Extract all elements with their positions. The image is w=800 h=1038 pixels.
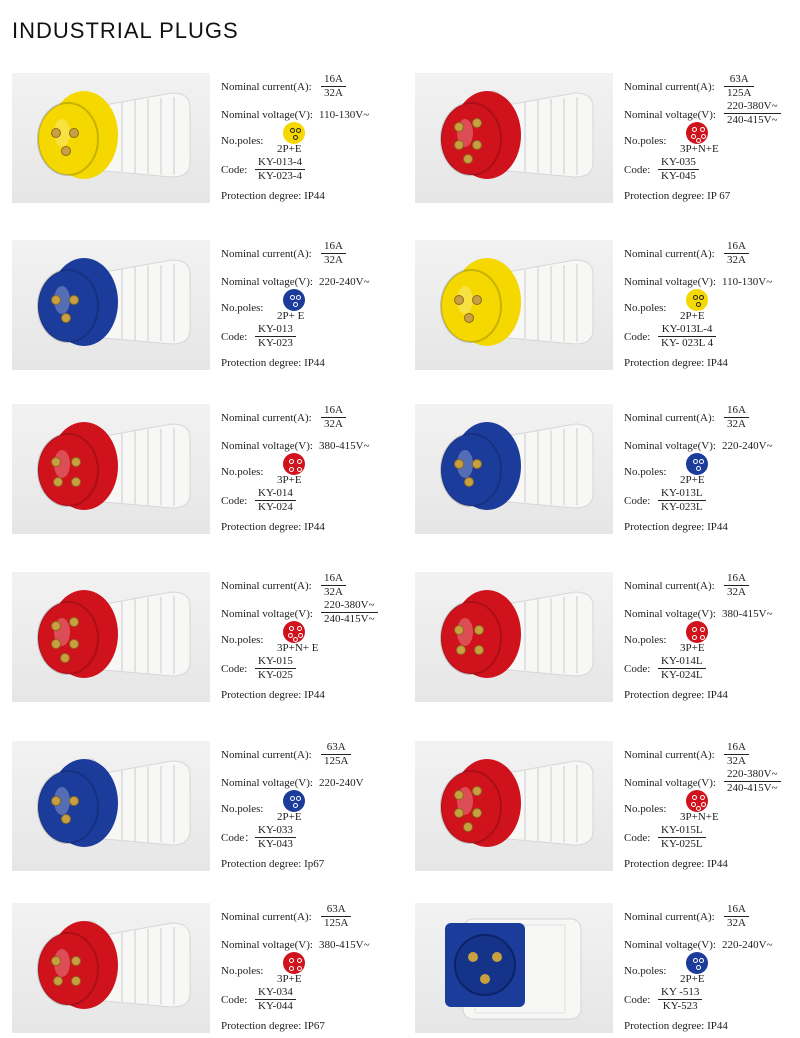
- poles-label: No.poles:: [624, 302, 667, 314]
- code-value-2: KY-023: [258, 337, 293, 349]
- nominal-current-label: Nominal current(A):: [221, 81, 312, 93]
- nominal-voltage-label: Nominal voltage(V):: [624, 777, 716, 789]
- nominal-current-label: Nominal current(A):: [221, 911, 312, 923]
- nominal-current-label: Nominal current(A):: [624, 749, 715, 761]
- code-label: Code:: [221, 331, 248, 343]
- code-value-2: KY-024: [258, 501, 293, 513]
- nominal-current-values: [724, 573, 749, 598]
- pole-diagram-icon: [686, 453, 708, 475]
- poles-value: 3P+N+E: [680, 143, 719, 155]
- current-value-1: 63A: [321, 742, 351, 755]
- nominal-voltage-label: Nominal voltage(V):: [624, 440, 716, 452]
- pole-diagram-icon: [283, 453, 305, 475]
- nominal-voltage-label: Nominal voltage(V):: [624, 939, 716, 951]
- nominal-current-label: Nominal current(A):: [221, 248, 312, 260]
- pole-diagram-icon: [283, 952, 305, 974]
- code-value-1: KY-013L: [658, 488, 706, 501]
- current-value-1: 16A: [724, 241, 749, 254]
- nominal-voltage-values: [724, 769, 781, 794]
- product-photo: [12, 73, 210, 203]
- product-photo: [415, 240, 613, 370]
- product-card: [12, 73, 402, 208]
- voltage-value-2: 240-415V~: [324, 613, 375, 625]
- nominal-current-values: [724, 405, 749, 430]
- product-photo: [12, 240, 210, 370]
- pole-diagram-icon: [686, 790, 708, 812]
- code-values: [658, 656, 706, 681]
- pole-diagram-icon: [686, 952, 708, 974]
- protection-degree: Protection degree: IP44: [624, 858, 728, 870]
- poles-value: 2P+ E: [277, 310, 305, 322]
- code-value-1: KY-013L-4: [658, 324, 716, 337]
- yellow-3pin-plug-icon: [12, 73, 210, 203]
- code-value-1: KY-014: [255, 488, 296, 501]
- nominal-voltage-values: [321, 600, 378, 625]
- product-card: [12, 240, 402, 375]
- protection-degree: Protection degree: IP44: [221, 521, 325, 533]
- poles-label: No.poles:: [221, 302, 264, 314]
- poles-value: 2P+E: [680, 310, 705, 322]
- protection-degree: Protection degree: IP44: [624, 357, 728, 369]
- protection-degree: Protection degree: IP44: [221, 357, 325, 369]
- poles-value: 2P+E: [680, 973, 705, 985]
- code-value-1: KY-015: [255, 656, 296, 669]
- protection-degree: Protection degree: IP44: [221, 689, 325, 701]
- current-value-1: 63A: [321, 904, 351, 917]
- code-value-1: KY-034: [255, 987, 296, 1000]
- product-photo: [415, 741, 613, 871]
- current-value-1: 16A: [724, 742, 749, 755]
- nominal-voltage-label: Nominal voltage(V):: [221, 276, 313, 288]
- product-photo: [12, 404, 210, 534]
- code-values: [658, 157, 699, 182]
- code-values: [658, 324, 716, 349]
- product-card: [12, 741, 402, 876]
- poles-label: No.poles:: [221, 135, 264, 147]
- current-value-2: 125A: [324, 755, 349, 767]
- code-values: [255, 157, 305, 182]
- poles-value: 2P+E: [277, 143, 302, 155]
- current-value-1: 16A: [321, 241, 346, 254]
- poles-value: 3P+N+ E: [277, 642, 319, 654]
- current-value-1: 16A: [321, 573, 346, 586]
- spec-block: [624, 73, 800, 208]
- spec-block: [221, 741, 401, 876]
- spec-block: [221, 572, 401, 707]
- nominal-current-values: [724, 241, 749, 266]
- red-ip67-plug-icon: [415, 73, 613, 203]
- current-value-2: 32A: [727, 917, 746, 929]
- product-card: [415, 404, 800, 539]
- current-value-2: 32A: [324, 586, 343, 598]
- red-5pin-plug-icon: [415, 741, 613, 871]
- code-value-2: KY-025: [258, 669, 293, 681]
- nominal-current-label: Nominal current(A):: [624, 580, 715, 592]
- code-value-2: KY-045: [661, 170, 696, 182]
- current-value-2: 125A: [324, 917, 349, 929]
- pole-diagram-icon: [283, 790, 305, 812]
- voltage-value: 380-415V~: [319, 939, 370, 951]
- spec-block: [624, 903, 800, 1038]
- voltage-value: 110-130V~: [319, 109, 370, 121]
- nominal-current-label: Nominal current(A):: [221, 412, 312, 424]
- code-values: [255, 656, 296, 681]
- nominal-voltage-values: [724, 101, 781, 126]
- product-card: [12, 404, 402, 539]
- code-value-1: KY-014L: [658, 656, 706, 669]
- nominal-voltage-label: Nominal voltage(V):: [624, 109, 716, 121]
- red-4pin-plug-icon: [415, 572, 613, 702]
- code-label: Code:: [624, 331, 651, 343]
- yellow-3pin-plug-icon: [415, 240, 613, 370]
- code-label: Code:: [221, 663, 248, 675]
- product-card: [12, 572, 402, 707]
- nominal-current-values: [321, 904, 351, 929]
- protection-degree: Protection degree: IP44: [221, 190, 325, 202]
- current-value-2: 32A: [727, 586, 746, 598]
- blue-3pin-plug-icon: [415, 404, 613, 534]
- current-value-1: 16A: [321, 74, 346, 87]
- code-value-2: KY-023-4: [258, 170, 302, 182]
- current-value-1: 16A: [724, 405, 749, 418]
- spec-block: [624, 572, 800, 707]
- code-values: [658, 987, 702, 1012]
- current-value-2: 32A: [727, 254, 746, 266]
- nominal-voltage-label: Nominal voltage(V):: [221, 777, 313, 789]
- code-label: Code:: [624, 663, 651, 675]
- red-5pin-plug-icon: [12, 572, 210, 702]
- spec-block: [221, 903, 401, 1038]
- nominal-current-values: [724, 74, 754, 99]
- nominal-current-label: Nominal current(A):: [624, 81, 715, 93]
- code-values: [255, 488, 296, 513]
- nominal-voltage-label: Nominal voltage(V):: [624, 276, 716, 288]
- nominal-current-label: Nominal current(A):: [624, 248, 715, 260]
- product-photo: [415, 903, 613, 1033]
- nominal-current-values: [321, 74, 346, 99]
- code-value-2: KY-023L: [661, 501, 703, 513]
- current-value-1: 63A: [724, 74, 754, 87]
- nominal-voltage-label: Nominal voltage(V):: [221, 939, 313, 951]
- protection-degree: Protection degree: Ip67: [221, 858, 325, 870]
- pole-diagram-icon: [283, 122, 305, 144]
- nominal-current-label: Nominal current(A):: [624, 911, 715, 923]
- red-ip67-plug-icon: [12, 903, 210, 1033]
- nominal-current-values: [321, 742, 351, 767]
- voltage-value: 220-240V: [319, 777, 364, 789]
- blue-wall-socket-icon: [415, 903, 613, 1033]
- code-value-2: KY-025L: [661, 838, 703, 850]
- voltage-value: 220-240V~: [722, 440, 773, 452]
- product-photo: [415, 404, 613, 534]
- pole-diagram-icon: [283, 621, 305, 643]
- code-value-1: KY-035: [658, 157, 699, 170]
- current-value-2: 32A: [727, 755, 746, 767]
- poles-value: 3P+E: [277, 973, 302, 985]
- code-label: Code:: [221, 164, 248, 176]
- code-label: Code：: [221, 832, 256, 844]
- voltage-value-2: 240-415V~: [727, 114, 778, 126]
- blue-3pin-plug-icon: [12, 240, 210, 370]
- current-value-2: 125A: [727, 87, 752, 99]
- nominal-current-values: [321, 573, 346, 598]
- nominal-current-values: [321, 241, 346, 266]
- poles-value: 3P+E: [277, 474, 302, 486]
- code-values: [255, 324, 296, 349]
- code-label: Code:: [221, 495, 248, 507]
- product-photo: [12, 741, 210, 871]
- nominal-current-label: Nominal current(A):: [221, 580, 312, 592]
- voltage-value-1: 220-380V~: [321, 600, 378, 613]
- code-label: Code:: [624, 164, 651, 176]
- voltage-value: 110-130V~: [722, 276, 773, 288]
- pole-diagram-icon: [686, 122, 708, 144]
- spec-block: [221, 404, 401, 539]
- voltage-value-1: 220-380V~: [724, 769, 781, 782]
- spec-block: [624, 404, 800, 539]
- nominal-current-values: [724, 904, 749, 929]
- red-4pin-plug-icon: [12, 404, 210, 534]
- code-value-2: KY-044: [258, 1000, 293, 1012]
- product-card: [12, 903, 402, 1038]
- nominal-current-label: Nominal current(A):: [624, 412, 715, 424]
- poles-value: 3P+E: [680, 642, 705, 654]
- code-label: Code:: [624, 495, 651, 507]
- spec-block: [624, 240, 800, 375]
- protection-degree: Protection degree: IP44: [624, 1020, 728, 1032]
- voltage-value: 220-240V~: [722, 939, 773, 951]
- code-values: [658, 825, 706, 850]
- pole-diagram-icon: [283, 289, 305, 311]
- product-photo: [12, 903, 210, 1033]
- current-value-2: 32A: [324, 254, 343, 266]
- current-value-2: 32A: [727, 418, 746, 430]
- voltage-value-2: 240-415V~: [727, 782, 778, 794]
- product-card: [415, 741, 800, 876]
- code-label: Code:: [624, 994, 651, 1006]
- code-values: [255, 987, 296, 1012]
- code-values: [255, 825, 296, 850]
- poles-label: No.poles:: [624, 965, 667, 977]
- poles-value: 3P+N+E: [680, 811, 719, 823]
- current-value-1: 16A: [724, 904, 749, 917]
- poles-label: No.poles:: [221, 634, 264, 646]
- nominal-voltage-label: Nominal voltage(V):: [221, 440, 313, 452]
- nominal-current-values: [321, 405, 346, 430]
- nominal-voltage-label: Nominal voltage(V):: [221, 608, 313, 620]
- code-value-1: KY-015L: [658, 825, 706, 838]
- product-photo: [415, 572, 613, 702]
- voltage-value: 380-415V~: [319, 440, 370, 452]
- spec-block: [624, 741, 800, 876]
- product-card: [415, 903, 800, 1038]
- code-value-1: KY-013-4: [255, 157, 305, 170]
- current-value-2: 32A: [324, 87, 343, 99]
- protection-degree: Protection degree: IP 67: [624, 190, 731, 202]
- poles-label: No.poles:: [624, 135, 667, 147]
- nominal-voltage-label: Nominal voltage(V):: [221, 109, 313, 121]
- spec-block: [221, 240, 401, 375]
- pole-diagram-icon: [686, 289, 708, 311]
- code-value-2: KY-043: [258, 838, 293, 850]
- product-photo: [12, 572, 210, 702]
- blue-ip67-plug-icon: [12, 741, 210, 871]
- spec-block: [221, 73, 401, 208]
- voltage-value: 380-415V~: [722, 608, 773, 620]
- product-card: [415, 73, 800, 208]
- code-label: Code:: [221, 994, 248, 1006]
- current-value-2: 32A: [324, 418, 343, 430]
- nominal-voltage-label: Nominal voltage(V):: [624, 608, 716, 620]
- poles-label: No.poles:: [624, 803, 667, 815]
- code-value-2: KY-523: [662, 1000, 698, 1012]
- product-card: [415, 240, 800, 375]
- current-value-1: 16A: [724, 573, 749, 586]
- poles-label: No.poles:: [221, 803, 264, 815]
- nominal-current-values: [724, 742, 749, 767]
- protection-degree: Protection degree: IP67: [221, 1020, 325, 1032]
- protection-degree: Protection degree: IP44: [624, 521, 728, 533]
- poles-label: No.poles:: [624, 634, 667, 646]
- code-label: Code:: [624, 832, 651, 844]
- code-value-1: KY-013: [255, 324, 296, 337]
- poles-value: 2P+E: [680, 474, 705, 486]
- code-value-2: KY- 023L 4: [661, 337, 714, 349]
- pole-diagram-icon: [686, 621, 708, 643]
- code-value-1: KY -513: [658, 987, 702, 1000]
- poles-value: 2P+E: [277, 811, 302, 823]
- product-card: [415, 572, 800, 707]
- product-photo: [415, 73, 613, 203]
- current-value-1: 16A: [321, 405, 346, 418]
- code-value-2: KY-024L: [661, 669, 703, 681]
- poles-label: No.poles:: [624, 466, 667, 478]
- code-value-1: KY-033: [255, 825, 296, 838]
- page-title: INDUSTRIAL PLUGS: [12, 18, 239, 43]
- nominal-current-label: Nominal current(A):: [221, 749, 312, 761]
- poles-label: No.poles:: [221, 965, 264, 977]
- code-values: [658, 488, 706, 513]
- voltage-value: 220-240V~: [319, 276, 370, 288]
- poles-label: No.poles:: [221, 466, 264, 478]
- protection-degree: Protection degree: IP44: [624, 689, 728, 701]
- voltage-value-1: 220-380V~: [724, 101, 781, 114]
